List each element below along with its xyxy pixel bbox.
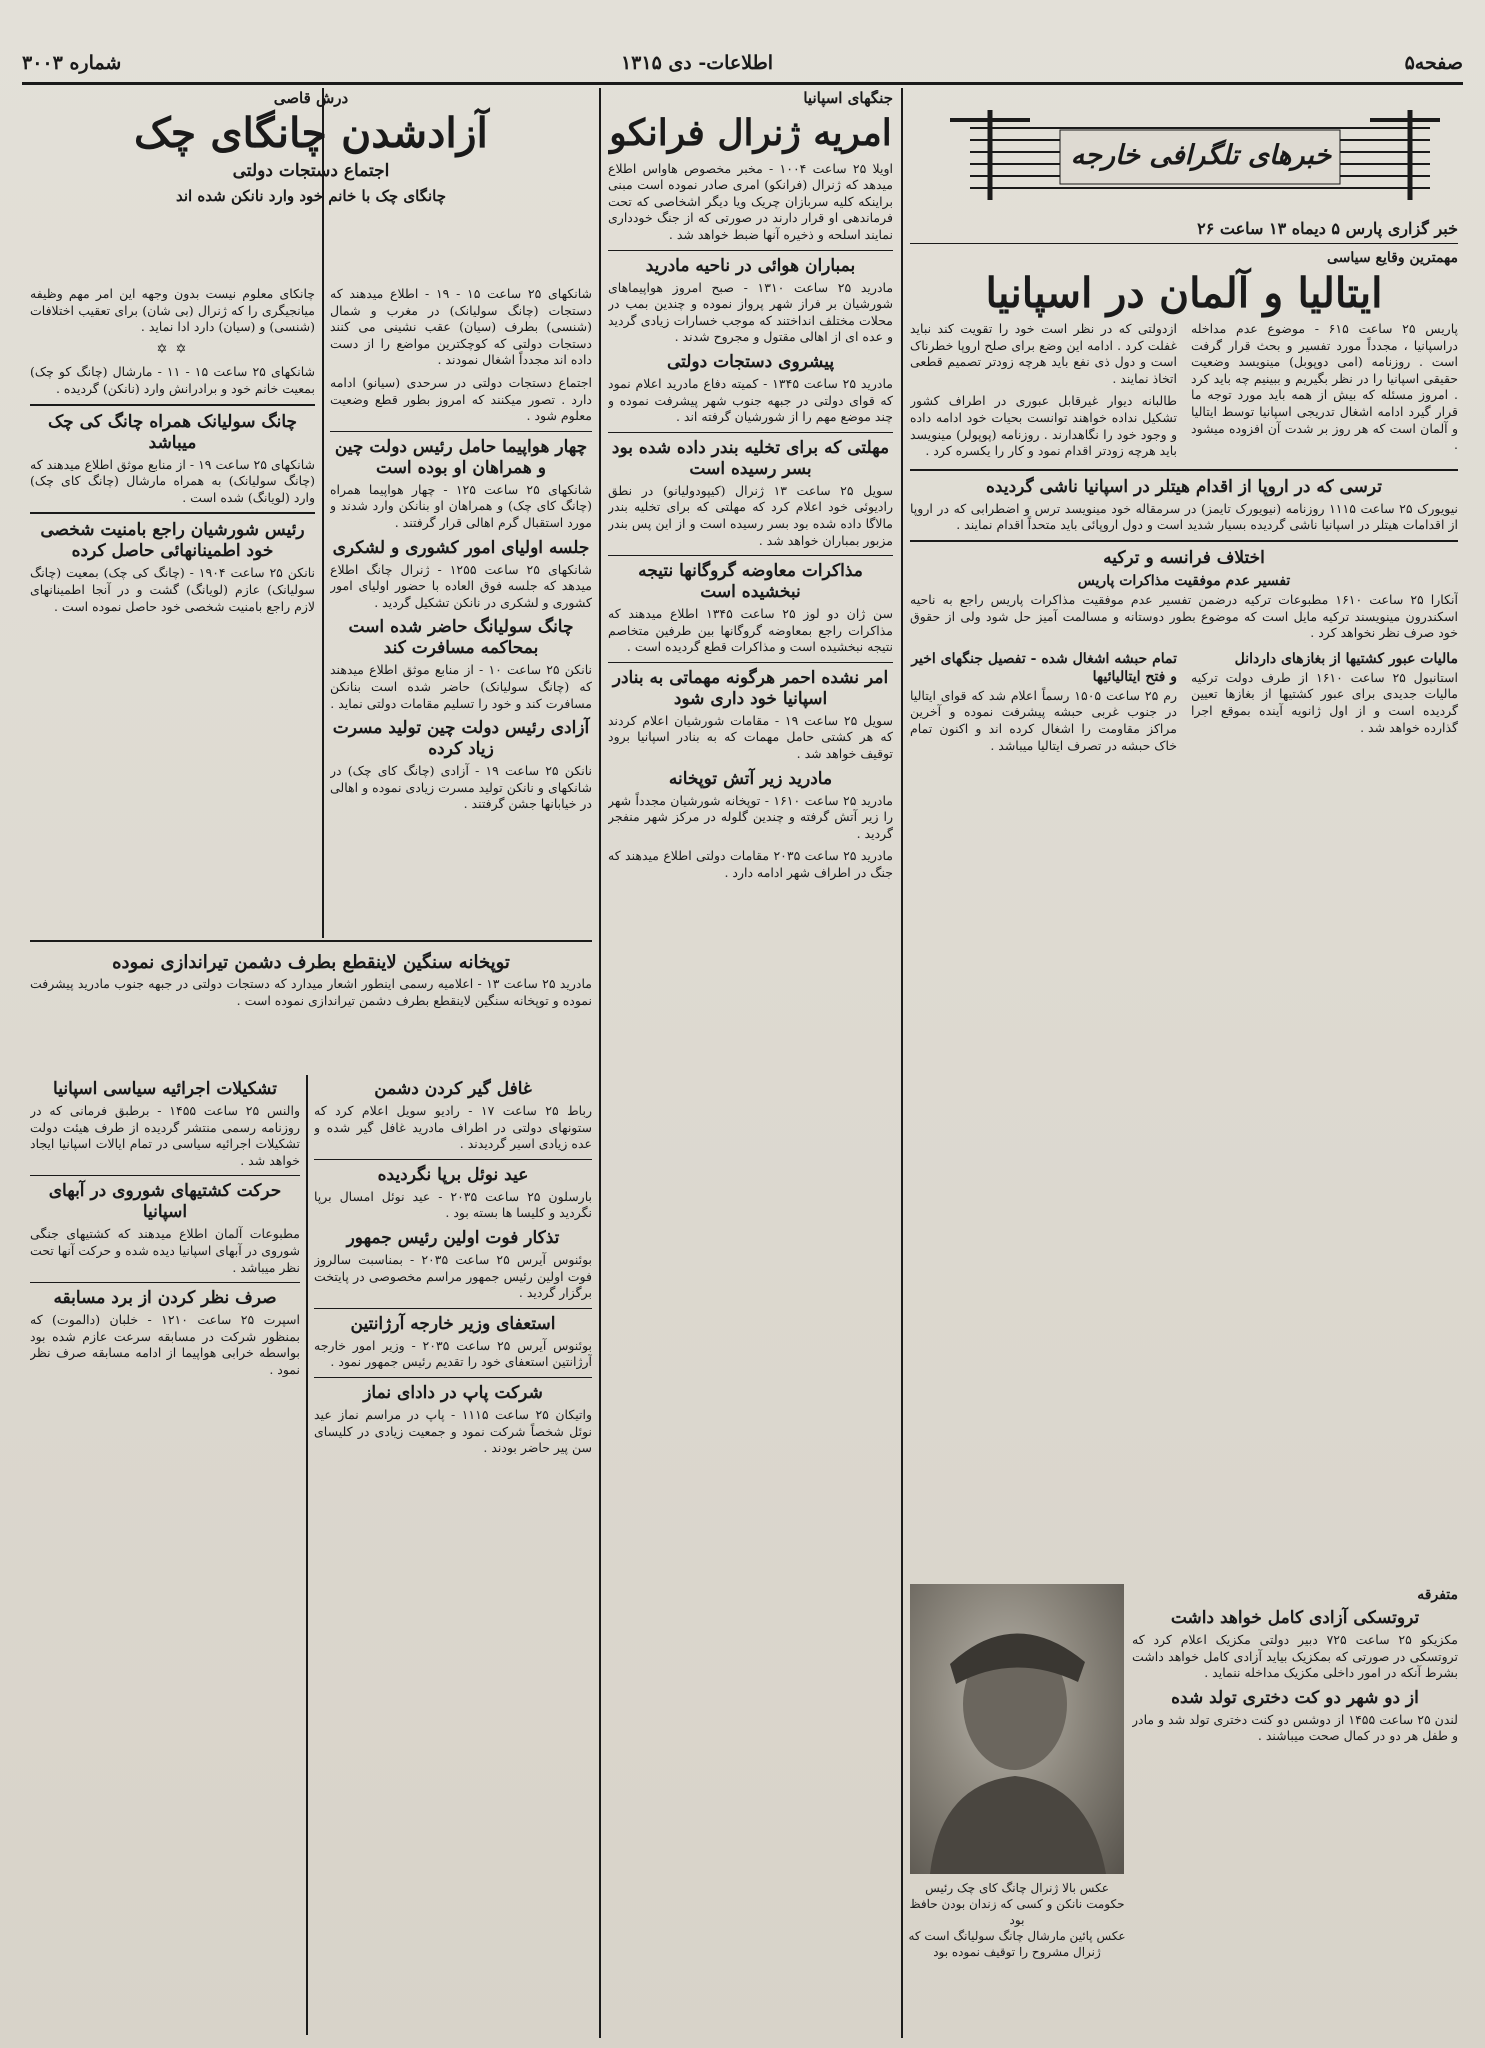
paragraph: طالبانه دیوار غیرقابل عبوری در اطراف کشور تشکیل نداده خواهند توانست بحیات خود ادامه داده و وجود خود را نگاهدارند . روزنامه (پوپولر) مینویسد باید هرچه زودتر اقدام نمود و کار را یکسره کرد . — [910, 393, 1177, 459]
column-world-news — [910, 218, 1458, 1578]
paragraph: نانکن ۲۵ ساعت ۱۰ - از منابع موثق اطلاع میدهند که (چانگ سولیانک) حاضر شده است بنانکن مسافرت کند و خود را تسلیم مقامات دولتی نماید . — [330, 662, 592, 711]
paragraph: واتیکان ۲۵ ساعت ۱۱۱۵ - پاپ در مراسم نماز عید نوئل شخصاً شرکت نمود و جمعیت زیادی در کلیسای سن پیر حاضر بودند . — [314, 1406, 592, 1456]
headline-europe-fear: ترسی که در اروپا از اقدام هیتلر در اسپانیا ناشی گردیده — [986, 476, 1382, 497]
column-rule — [306, 1075, 308, 2035]
paragraph: اویلا ۲۵ ساعت ۱۰۰۴ - مخبر مخصوص هاواس اطلاع میدهد که ژنرال (فرانکو) امری صادر نموده است مبنی براینکه کلیه سربازان چریک ویا دیگر اشخاصی که تحت فرماندهی او قرار دارند در صورتی که از جنگ خودداری نمایند اسلحه و ذخیره آنها ضبط خواهد شد . — [608, 160, 893, 242]
column-rule — [599, 88, 601, 2038]
headline-safety: رئیس شورشیان راجع بامنیت شخصی خود اطمینانهائی حاصل کرده — [40, 520, 305, 562]
headline-race: صرف نظر کردن از برد مسابقه — [53, 1288, 277, 1309]
headline-advance: پیشروی دستجات دولتی — [666, 351, 835, 372]
paragraph: رم ۲۵ ساعت ۱۵۰۵ رسماً اعلام شد که قوای ایتالیا در جنوب غربی حبشه پیشرفت نموده و آخرین مراکز مقاومت را اشغال کرده اند و اکنون تمام خاک حبشه در تصرف ایتالیا میباشد . — [910, 687, 1177, 753]
page-header — [22, 52, 1463, 78]
headline-joy: آزادی رئیس دولت چین تولید مسرت زیاد کرده — [332, 718, 590, 760]
headline-artillery-fire: مادرید زیر آتش توپخانه — [668, 768, 833, 789]
article-chiang-release — [30, 90, 592, 280]
headline-president: تذکار فوت اولین رئیس جمهور — [346, 1227, 560, 1248]
paragraph: سویل ۲۵ ساعت ۱۳ ژنرال (کیپودولیانو) در نطق رادیوئی خود اعلام کرد که مهلتی که برای تخلیه بندر مالاگا داده شده بود بسر رسیده است و از این پس بندر مزبور بمباران خواهد شد . — [608, 482, 893, 548]
headline-birth: از دو شهر دو کت دختری تولد شده — [1171, 1687, 1419, 1708]
paragraph: شانکهای ۲۵ ساعت ۱۵ - ۱۱ - مارشال (چانگ کو چک) بمعیت خانم خود و برادرانش وارد (نانکن) گردیده . — [30, 364, 315, 396]
headline-chiang-freed: آزادشدن چانگای چک — [134, 108, 488, 157]
headline-christmas: عید نوئل برپا نگردیده — [377, 1164, 529, 1185]
headline-france-turkey: اختلاف فرانسه و ترکیه — [1103, 547, 1265, 568]
paragraph: شانکهای ۲۵ ساعت ۱۲۵ - چهار هواپیما همراه (چانگ کای چک) و همراهان او بنانکن وارد شدند و مورد استقبال گرم اهالی قرار گرفتند . — [330, 481, 592, 530]
headline-executive: تشکیلات اجرائیه سیاسی اسپانیا — [53, 1079, 277, 1099]
header-rule — [22, 82, 1463, 85]
portrait-photo — [910, 1584, 1124, 1874]
paragraph: مادرید ۲۵ ساعت ۱۳۴۵ - کمیته دفاع مادرید اعلام نمود که قوای دولتی در جبهه جنوب شهر پیشرفت نموده و چند موضع مهم را از شورشیان گرفته اند . — [608, 375, 893, 425]
section-rule — [30, 940, 592, 942]
headline-italy-germany: ایتالیا و آلمان در اسپانیا — [985, 269, 1383, 317]
paragraph: مادرید ۲۵ ساعت ۱۳۱۰ - صبح امروز هواپیماهای شورشیان بر فراز شهر پرواز نموده و چندین بمب در محلات مختلف انداختند که موجب خسارات زیادی گردید و عده ای از اهالی مقتول و مجروح شدند . — [608, 279, 893, 345]
portrait-silhouette-icon — [910, 1584, 1124, 1874]
issue-number: شماره ۳۰۰۳ — [22, 52, 122, 74]
headline-soviet-ships: حرکت کشتیهای شوروی در آبهای اسپانیا — [48, 1181, 282, 1223]
paragraph: شانکهای ۲۵ ساعت ۱۲۵۵ - ژنرال چانگ اطلاع میدهد که جلسه فوق العاده با حضور اولیای امور کشوری و لشکری در نانکن تشکیل گردید . — [330, 561, 592, 610]
star-divider: ✡ ✡ — [156, 341, 189, 357]
paragraph: نانکن ۲۵ ساعت ۱۹ - آزادی (چانگ کای چک) در شانکهای و نانکن تولید مسرت زیادی نموده و اهالی در خیابانها جشن گرفتند . — [330, 763, 592, 812]
paragraph: استانبول ۲۵ ساعت ۱۶۱۰ از طرف دولت ترکیه مالیات جدیدی برای عبور کشتیها از بغازها تعیین گردیده است و از اول ژانویه آینده بموقع اجرا گذارده خواهد شد . — [1191, 669, 1458, 735]
paragraph: بوئنوس آیرس ۲۵ ساعت ۲۰۳۵ - وزیر امور خارجه آرژانتین استعفای خود را تقدیم رئیس جمهور نمود . — [314, 1337, 592, 1370]
headline-franco: امریه ژنرال فرانکو — [609, 111, 892, 154]
headline-abyssinia: تمام حبشه اشغال شده - تفصیل جنگهای اخیر و فتح ایتالیائیها — [911, 650, 1177, 685]
column-miscellaneous — [1132, 1584, 1458, 2024]
headline-trial: چانگ سولیانگ حاضر شده است بمحاکمه مسافرت کند — [348, 617, 574, 659]
paragraph: سن ژان دو لوز ۲۵ ساعت ۱۳۴۵ اطلاع میدهند که مذاکرات راجع بمعاوضه گروگانها بین طرفین متخاصم نتیجه نبخشیده است و مذاکرات قطع گردیده است . — [608, 606, 893, 655]
column-chiang-details — [30, 286, 315, 936]
paragraph: بوئنوس آیرس ۲۵ ساعت ۲۰۳۵ - بمناسبت سالروز فوت اولین رئیس جمهور مراسم مخصوصی در پایتخت برگزار گردید . — [314, 1251, 592, 1301]
headline-trotsky: تروتسکی آزادی کامل خواهد داشت — [1170, 1608, 1420, 1628]
paragraph: لندن ۲۵ ساعت ۱۴۵۵ از دوشس دو کنت دختری تولد شد و مادر و طفل هر دو در کمال صحت میباشند . — [1132, 1711, 1458, 1744]
page-number: صفحه۵ — [1404, 52, 1463, 74]
caption-line: عکس پائین مارشال چانگ سولیانگ است که ژنرال مشروح را توقیف نموده بود — [908, 1929, 1126, 1959]
column-lower-middle — [314, 1075, 592, 2035]
dateline: خبر گزاری پارس ۵ دیماه ۱۳ ساعت ۲۶ — [1197, 219, 1458, 238]
photo-caption — [906, 1880, 1128, 1960]
kicker-misc: متفرقه — [1417, 1587, 1458, 1603]
paragraph: آنکارا ۲۵ ساعت ۱۶۱۰ مطبوعات ترکیه درضمن تفسیر عدم موفقیت مذاکرات پاریس راجع به ناحیه اسکندرون مینویسند ترکیه مایل است که موضوع بطور دوستانه و مسالمت آمیز حل شود ولی از حقوق خود صرف نظر نخواهد کرد . — [910, 591, 1458, 641]
paragraph: اجتماع دستجات دولتی در سرحدی (سیانو) ادامه دارد . تصور میکنند که امروز بطور قطع وضعیت معلوم شود . — [330, 374, 592, 424]
subheadline-arrival: چانگای چک با خانم خود وارد نانکن شده اند — [175, 186, 446, 205]
paragraph: چانکای معلوم نیست بدون وجهه این امر مهم وظیفه میانجیگری را که ژنرال (بی شان) برای تعقیب اختلافات (شنسی) و (سیان) دارد ادا نماید . — [30, 286, 315, 335]
paragraph: سویل ۲۵ ساعت ۱۹ - مقامات شورشیان اعلام کردند که هر کشتی حامل مهمات که به بنادر اسپانیا برود توقیف خواهد شد . — [608, 712, 893, 762]
headline-pope: شرکت پاپ در دادای نماز — [363, 1382, 543, 1403]
issue-date: اطلاعات- دی ۱۳۱۵ — [620, 52, 773, 74]
paragraph: شانکهای ۲۵ ساعت ۱۵ - ۱۹ - اطلاع میدهند که دستجات (چانگ سولیانک) در مغرب و شمال (شنسی) بطرف (سیان) عقب نشینی می کنند دستجات دولتی که کوچکترین مواضع را از دست داده اند مجدداً اشغال نمودند . — [330, 286, 592, 368]
headline-hostages: مذاکرات معاوضه گروگانها نتیجه نبخشیده است — [638, 561, 863, 603]
column-rule — [901, 88, 903, 2038]
headline-surprise: غافل گیر کردن دشمن — [374, 1079, 532, 1099]
column-lower-left — [30, 1075, 300, 2035]
headline-meeting: جلسه اولیای امور کشوری و لشکری — [332, 537, 590, 558]
subheadline-paris-talks: تفسیر عدم موفقیت مذاکرات پاریس — [1077, 572, 1291, 589]
paragraph: شانکهای ۲۵ ساعت ۱۹ - از منابع موثق اطلاع میدهند که (چانگ سولیانک) به همراه مارشال (چانگ کای چک) وارد (لویانگ) شده است . — [30, 456, 315, 505]
column-china-news — [330, 286, 592, 936]
paragraph: ازدولتی که در نظر است خود را تقویت کند نباید غفلت کرد . ادامه این وضع برای صلح اروپا خطرناک است و دول ذی نفع باید هرچه زودتر تصمیم قطعی اتخاذ نمایند . — [910, 321, 1177, 386]
headline-heavy-artillery: توپخانه سنگین لاینقطع بطرف دشمن تیراندازی نموده — [112, 952, 510, 973]
headline-ammunition: امر نشده احمر هرگونه مهماتی به بنادر اسپانیا خود داری شود — [612, 667, 889, 709]
paragraph: پاریس ۲۵ ساعت ۶۱۵ - موضوع عدم مداخله دراسپانیا ، مجدداً مورد تفسیر و بحث قرار گرفت است . روزنامه (امی دوپوبل) مینویسد وضعیت حقیقی اسپانیا را در نظر بگیریم و ببینیم چه باید کرد . امروز مسئله که بیش از همه باید مورد توجه ما قرار گیرد ادامه اشغال تدریجی اسپانیا توسط ایتالیا و آلمان است که هر روز بر شدت آن افزوده میشود . — [1191, 321, 1458, 453]
headline-dardanelles-tax: مالیات عبور کشتیها از بغازهای داردانل — [1234, 650, 1458, 667]
paragraph: رباط ۲۵ ساعت ۱۷ - رادیو سویل اعلام کرد که ستونهای دولتی در اطراف مادرید غافل گیر شده و عده زیادی اسیر گردیدند . — [314, 1103, 592, 1152]
paragraph: اسپرت ۲۵ ساعت ۱۲۱۰ - خلبان (دالموت) که بمنظور شرکت در مسابقه سرعت عازم شده بود بواسطه خرابی هواپیما از ادامه مسابقه صرف نظر نمود . — [30, 1312, 300, 1377]
headline-accompany: چانگ سولیانک همراه چانگ کی چک میباشد — [47, 411, 298, 453]
kicker-spain: جنگهای اسپانیا — [803, 90, 893, 107]
kicker: مهمترین وقایع سیاسی — [1327, 250, 1458, 266]
paragraph: مادرید ۲۵ ساعت ۱۳ - اعلامیه رسمی اینطور اشعار میدارد که دستجات دولتی در جبهه جنوب مادرید پیشرفت نموده و توپخانه سنگین لاینقطع بطرف دشمن تیراندازی نموده است . — [30, 976, 592, 1008]
paragraph: والنس ۲۵ ساعت ۱۴۵۵ - برطبق فرمانی که در روزنامه رسمی منتشر گردیده از طرف هیئت دولت تشکیلات اجرائیه سیاسی در تمام ایالات اسپانیا ایجاد خواهد شد . — [30, 1103, 300, 1168]
paragraph: مادرید ۲۵ ساعت ۲۰۳۵ مقامات دولتی اطلاع میدهند که جنگ در اطراف شهر ادامه دارد . — [608, 848, 893, 881]
caption-line: عکس بالا ژنرال چانگ کای چک رئیس حکومت نانکن و کسی که زندان بودن حافظ بود — [909, 1881, 1125, 1927]
paragraph: نانکن ۲۵ ساعت ۱۹۰۴ - (چانگ کی چک) بمعیت (چانگ سولیانک) عازم (لویانگ) گشت و در آنجا اطمینانهای لازم راجع بامنیت شخصی خود حاصل نموده است . — [30, 565, 315, 614]
paragraph: مکزیکو ۲۵ ساعت ۷۲۵ دبیر دولتی مکزیک اعلام کرد که تروتسکی در صورتی که بمکزیک بیاید آزادی کامل خواهد داشت بشرط آنکه در امور داخلی مکزیک مداخله ننماید . — [1132, 1632, 1458, 1681]
headline-resignation: استعفای وزیر خارجه آرژانتین — [350, 1313, 556, 1334]
kicker-far-east: درش قاصی — [273, 90, 349, 107]
headline-air-raid: بمباران هوائی در ناحیه مادرید — [645, 255, 856, 276]
banner-title: خبرهای تلگرافی خارجه — [1070, 140, 1332, 171]
headline-evacuation: مهلتی که برای تخلیه بندر داده شده بود بسر رسیده است — [611, 437, 890, 479]
article-artillery — [30, 948, 592, 1068]
subheadline-gathering: اجتماع دستجات دولتی — [232, 160, 390, 181]
paragraph: بارسلون ۲۵ ساعت ۲۰۳۵ - عید نوئل امسال برپا نگردید و کلیسا ها بسته بود . — [314, 1188, 592, 1221]
paragraph: مطبوعات آلمان اطلاع میدهند که کشتیهای جنگی شوروی در آبهای اسپانیا دیده شده و حرکت آنها تحت نظر میباشد . — [30, 1226, 300, 1275]
headline-four-planes: چهار هواپیما حامل رئیس دولت چین و همراهان او بوده است — [334, 436, 588, 478]
column-spain-war — [608, 90, 893, 2030]
paragraph: مادرید ۲۵ ساعت ۱۶۱۰ - توپخانه شورشیان مجدداً شهر را زیر آتش گرفته و چندین گلوله در مرکز شهر منفجر گردید . — [608, 792, 893, 841]
paragraph: نیویورک ۲۵ ساعت ۱۱۱۵ روزنامه (نیویورک تایمز) در سرمقاله خود مینویسد ترس و اضطرابی که در اروپا از اقدامات هیتلر در اسپانیا ناشی گردیده بسیار شدید است و دول اروپائی باید متحداً اقدام نمایند . — [910, 500, 1458, 533]
